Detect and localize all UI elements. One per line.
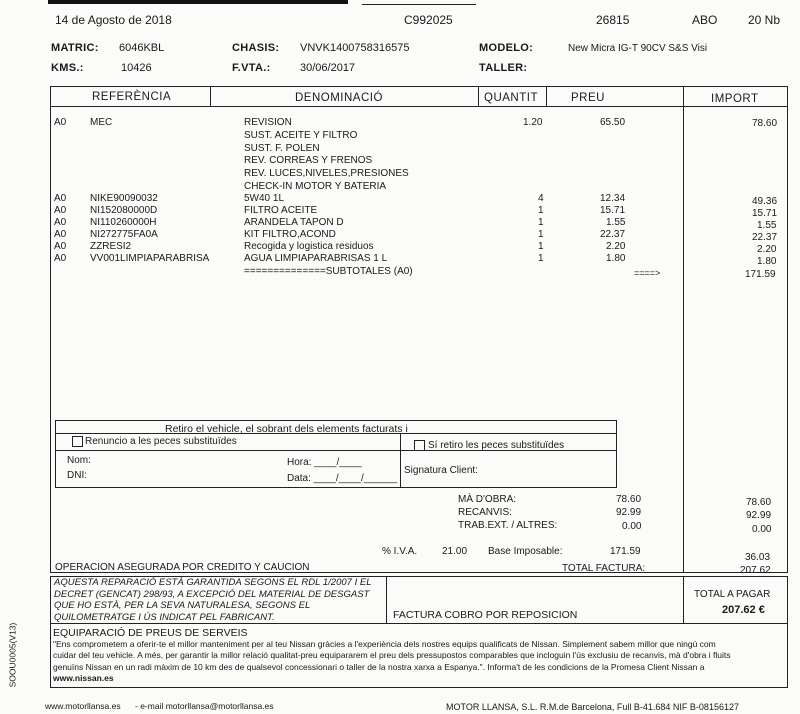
subtotal-amount: 171.59 <box>745 269 776 280</box>
service-description: REV. LUCES,NIVELES,PRESIONES <box>244 168 409 180</box>
line-ref: VV001LIMPIAPARABRISA <box>90 253 210 264</box>
letterhead-bar <box>48 0 348 4</box>
table-row <box>0 205 800 219</box>
base-value: 171.59 <box>610 546 641 557</box>
service-description: REVISION <box>244 117 292 128</box>
footer-email[interactable]: - e-mail motorllansa@motorllansa.es <box>135 701 274 711</box>
guarantee-line: AQUESTA REPARACIÓ ESTÀ GARANTIDA SEGONS EL RDL 1/2007 I EL <box>54 577 372 588</box>
total-pagar-value: 207.62 € <box>722 604 765 616</box>
line-desc: AGUA LIMPIAPARABRISAS 1 L <box>244 253 388 264</box>
trab-ext-value: 0.00 <box>622 521 642 532</box>
table-row <box>0 193 800 207</box>
signature-field[interactable]: Signatura Client: <box>404 465 478 476</box>
price-parity-line: cuidar del teu vehicle. A més, per garantir la millor relació qualitat-preu equipararem el preu dels pressupostos comparables que incloguin l'ús exclusiu de recanvis, mà d'obra i fluits <box>53 650 731 661</box>
withdrawal-divider <box>400 433 401 488</box>
line-code: A0 <box>54 253 67 264</box>
price-parity-line: genuïns Nissan en un radi màxim de 10 km des de qualsevol concessionari o taller de la nostra xarxa a Espanya.". Informa't de les condicions de la Promesa Client Nissan a <box>53 661 705 672</box>
table-header-divider <box>50 106 788 107</box>
base-label: Base Imposable: <box>488 546 563 557</box>
line-ref: NI272775FA0A <box>90 229 158 240</box>
invoice-date: 14 de Agosto de 2018 <box>55 13 172 27</box>
price-parity-link: www.nissan.es <box>53 673 114 684</box>
col-header-denominacio: DENOMINACIÓ <box>295 92 383 104</box>
recanvis-value: 92.99 <box>616 507 642 518</box>
guarantee-divider <box>683 576 684 624</box>
items-table <box>50 86 788 573</box>
modelo-label: MODELO: <box>479 42 534 54</box>
total-pagar-label: TOTAL A PAGAR <box>694 589 771 600</box>
ma-obra-label: MÀ D'OBRA: <box>458 494 517 505</box>
service-description: CHECK-IN MOTOR Y BATERIA <box>244 180 387 192</box>
price-parity-text <box>53 639 730 685</box>
taller-label: TALLER: <box>479 62 528 74</box>
line-desc: ARANDELA TAPON D <box>244 217 344 228</box>
hora-field[interactable]: Hora: ____/____ <box>287 457 362 468</box>
line-qty: 1 <box>538 217 544 228</box>
line-code: A0 <box>54 117 67 128</box>
guarantee-line: DECRET (GENCAT) 298/93, A EXCEPCIÓ DEL MATERIAL DE DESGAST <box>54 588 370 600</box>
table-row <box>0 229 800 243</box>
ma-obra-value: 78.60 <box>616 494 642 505</box>
line-amount: 78.60 <box>752 118 778 129</box>
line-desc: FILTRO ACEITE <box>244 205 318 216</box>
chasis-value: VNVK1400758316575 <box>300 42 410 54</box>
line-amount: 15.71 <box>752 208 778 219</box>
option-renuncio: Renuncio a les peces substituïdes <box>85 436 237 447</box>
line-desc: Recogida y logistica residuos <box>244 241 374 252</box>
operacion-text: OPERACION ASEGURADA POR CREDITO Y CAUCION <box>55 562 310 573</box>
data-field[interactable]: Data: ____/____/______ <box>287 473 398 484</box>
guarantee-line: QUE HO ESTÀ, PER LA SEVA NATURALESA, SEGONS EL <box>54 600 311 611</box>
fvta-value: 30/06/2017 <box>300 62 356 74</box>
document-number: 20 Nb <box>748 13 781 27</box>
dni-field[interactable]: DNI: <box>67 470 87 481</box>
side-code: SOOU0005(V13) <box>7 622 18 688</box>
line-ref: ZZRESI2 <box>90 241 132 252</box>
line-price: 1.80 <box>606 253 626 264</box>
service-description-list <box>244 117 409 194</box>
kms-label: KMS.: <box>51 62 84 74</box>
line-price: 1.55 <box>606 217 626 228</box>
col-sep-4 <box>683 86 684 573</box>
col-header-referencia: REFERÈNCIA <box>92 91 172 103</box>
line-qty: 1 <box>538 241 544 252</box>
line-price: 22.37 <box>600 229 626 240</box>
col-header-preu: PREU <box>571 92 605 104</box>
line-qty: 1 <box>538 253 544 264</box>
line-ref: MEC <box>90 117 113 128</box>
line-price: 15.71 <box>600 205 626 216</box>
guarantee-divider <box>386 576 387 624</box>
recanvis-label: RECANVIS: <box>458 507 512 518</box>
col-sep-3 <box>546 86 547 107</box>
total-factura-value: 207.62 <box>740 565 771 576</box>
line-desc: 5W40 1L <box>244 193 285 204</box>
guarantee-line: QUILOMETRATGE I ÚS INDICAT PEL FABRICANT. <box>54 611 275 623</box>
line-price: 65.50 <box>600 117 626 128</box>
line-code: A0 <box>54 229 67 240</box>
trab-ext-right: 0.00 <box>752 524 772 535</box>
checkbox-retiro[interactable] <box>414 440 425 451</box>
letterhead-box <box>362 4 476 5</box>
subtotal-label: ==============SUBTOTALES (A0) <box>244 266 413 277</box>
checkbox-renuncio[interactable] <box>72 436 83 447</box>
line-amount: 2.20 <box>757 244 777 255</box>
line-amount: 1.55 <box>757 220 777 231</box>
matric-value: 6046KBL <box>119 42 165 54</box>
line-ref: NI152080000D <box>90 205 158 216</box>
col-sep-1 <box>210 86 211 107</box>
service-description: SUST. F. POLEN <box>244 142 320 154</box>
line-desc: KIT FILTRO,ACOND <box>244 229 336 240</box>
line-qty: 1.20 <box>523 117 543 128</box>
chasis-label: CHASIS: <box>232 42 280 54</box>
col-header-quantit: QUANTIT <box>484 92 538 104</box>
footer-company: MOTOR LLANSA, S.L. R.M.de Barcelona, Full B-41.684 NIF B-08156127 <box>446 702 739 712</box>
line-qty: 1 <box>538 205 544 216</box>
footer-web[interactable]: www.motorllansa.es <box>45 701 121 711</box>
guarantee-text <box>54 577 371 623</box>
trab-ext-label: TRAB.EXT. / ALTRES: <box>458 520 558 531</box>
option-retiro: Sí retiro les peces substituïdes <box>428 440 565 451</box>
service-description: REV. CORREAS Y FRENOS <box>244 155 373 167</box>
fvta-label: F.VTA.: <box>232 62 271 74</box>
table-row <box>0 253 800 267</box>
price-parity-title: EQUIPARACIÓ DE PREUS DE SERVEIS <box>53 627 248 639</box>
modelo-value: New Micra IG-T 90CV S&S Visi <box>568 43 708 54</box>
kms-value: 10426 <box>121 62 152 74</box>
abo-label: ABO <box>692 13 718 27</box>
ma-obra-right: 78.60 <box>746 497 772 508</box>
line-amount: 49.36 <box>752 196 778 207</box>
withdrawal-title: Retiro el vehicle, el sobrant dels elements facturats i <box>165 423 408 435</box>
col-header-import: IMPORT <box>711 93 759 105</box>
nom-field[interactable]: Nom: <box>67 455 91 466</box>
total-factura-label: TOTAL FACTURA: <box>562 563 646 574</box>
recanvis-right: 92.99 <box>746 510 772 521</box>
invoice-code: C992025 <box>404 13 453 27</box>
iva-amount: 36.03 <box>745 552 771 563</box>
factura-cobro: FACTURA COBRO POR REPOSICION <box>393 609 578 621</box>
table-row <box>0 217 800 231</box>
line-qty: 1 <box>538 229 544 240</box>
price-parity-line: "Ens comprometem a oferir-te el millor manteniment per al teu Nissan gràcies a l'experiència dels nostres equips qualificats de Nissan. Simplement sabem millor que ningú com <box>53 639 716 649</box>
col-sep-2 <box>478 86 479 107</box>
matric-label: MATRIC: <box>51 42 99 54</box>
client-number: 26815 <box>596 13 630 27</box>
line-qty: 4 <box>538 193 544 204</box>
iva-label: % I.V.A. <box>382 546 418 557</box>
line-price: 12.34 <box>600 193 626 204</box>
line-code: A0 <box>54 205 67 216</box>
line-code: A0 <box>54 217 67 228</box>
table-row <box>0 241 800 255</box>
service-description: SUST. ACEITE Y FILTRO <box>244 129 358 141</box>
line-code: A0 <box>54 193 67 204</box>
line-amount: 1.80 <box>757 256 777 267</box>
iva-rate: 21.00 <box>442 546 468 557</box>
line-amount: 22.37 <box>752 232 778 243</box>
subtotal-arrow: ====> <box>634 268 661 278</box>
line-ref: NI110260000H <box>90 217 157 228</box>
line-code: A0 <box>54 241 67 252</box>
line-price: 2.20 <box>606 241 626 252</box>
line-ref: NIKE90090032 <box>90 193 158 204</box>
